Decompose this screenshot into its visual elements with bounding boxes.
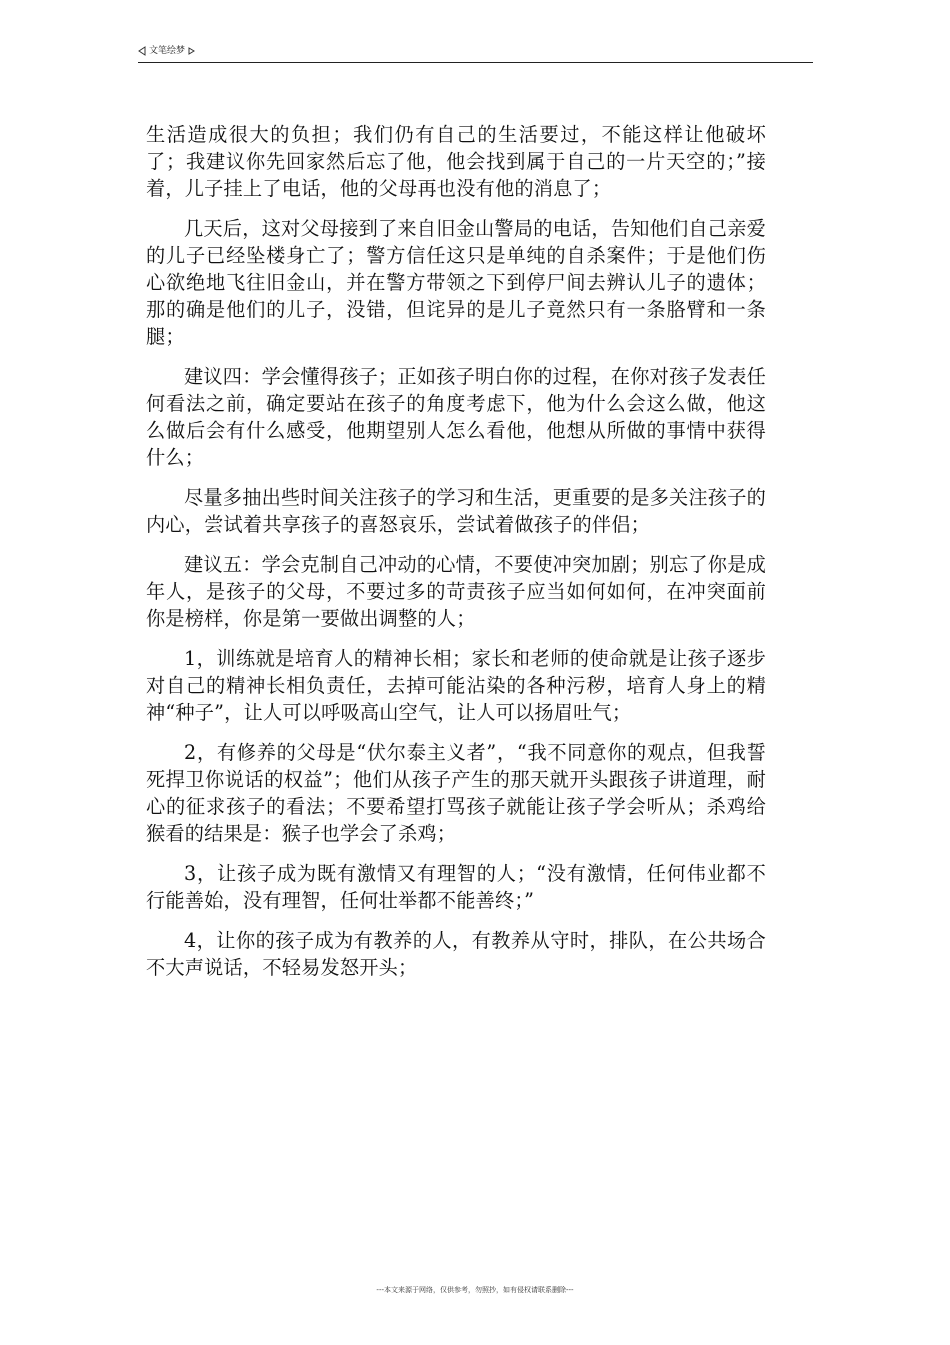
triangle-right-icon <box>188 47 195 55</box>
triangle-left-icon <box>138 46 146 56</box>
paragraph: 建议五：学会克制自己冲动的心情，不要使冲突加剧；别忘了你是成年人，是孩子的父母，不要过多的苛责孩子应当如何如何，在冲突面前你是榜样，你是第一要做出调整的人； <box>146 553 766 630</box>
paragraph: 1，训练就是培育人的精神长相；家长和老师的使命就是让孩子逐步对自己的精神长相负责任，去掉可能沾染的各种污秽，培育人身上的精神“种子”，让人可以呼吸高山空气，让人可以扬眉吐气； <box>146 647 766 724</box>
page-footer: ---本文来源于网络，仅供参考，勿照抄，如有侵权请联系删除--- <box>376 1286 574 1294</box>
paragraph: 4，让你的孩子成为有教养的人，有教养从守时，排队，在公共场合不大声说话，不轻易发怒开头； <box>146 929 766 979</box>
header-title: 文笔绘梦 <box>149 46 186 56</box>
paragraph: 建议四：学会懂得孩子；正如孩子明白你的过程，在你对孩子发表任何看法之前，确定要站在孩子的角度考虑下，他为什么会这么做，他这么做后会有什么感受，他期望别人怎么看他，他想从所做的事情中获得什么； <box>146 365 766 469</box>
paragraph: 2，有修养的父母是“伏尔泰主义者”，“我不同意你的观点，但我誓死捍卫你说话的权益”；他们从孩子产生的那天就开头跟孩子讲道理，耐心的征求孩子的看法；不要希望打骂孩子就能让孩子学会听从；杀鸡给猴看的结果是：猴子也学会了杀鸡； <box>146 741 766 845</box>
paragraph: 3，让孩子成为既有激情又有理智的人；“没有激情，任何伟业都不行能善始，没有理智，任何壮举都不能善终；” <box>146 862 766 912</box>
paragraph: 几天后，这对父母接到了来自旧金山警局的电话，告知他们自己亲爱的儿子已经坠楼身亡了；警方信任这只是单纯的自杀案件；于是他们伤心欲绝地飞往旧金山，并在警方带领之下到停尸间去辨认儿子的遗体；那的确是他们的儿子，没错，但诧异的是儿子竟然只有一条胳臂和一条腿； <box>146 217 766 348</box>
document-body <box>146 121 766 994</box>
paragraph: 生活造成很大的负担；我们仍有自己的生活要过，不能这样让他破坏了；我建议你先回家然后忘了他，他会找到属于自己的一片天空的；”接着，儿子挂上了电话，他的父母再也没有他的消息了； <box>146 123 766 200</box>
page-header <box>138 44 813 63</box>
paragraph: 尽量多抽出些时间关注孩子的学习和生活，更重要的是多关注孩子的内心，尝试着共享孩子的喜怒哀乐，尝试着做孩子的伴侣； <box>146 486 766 536</box>
header-title-group <box>138 44 195 58</box>
